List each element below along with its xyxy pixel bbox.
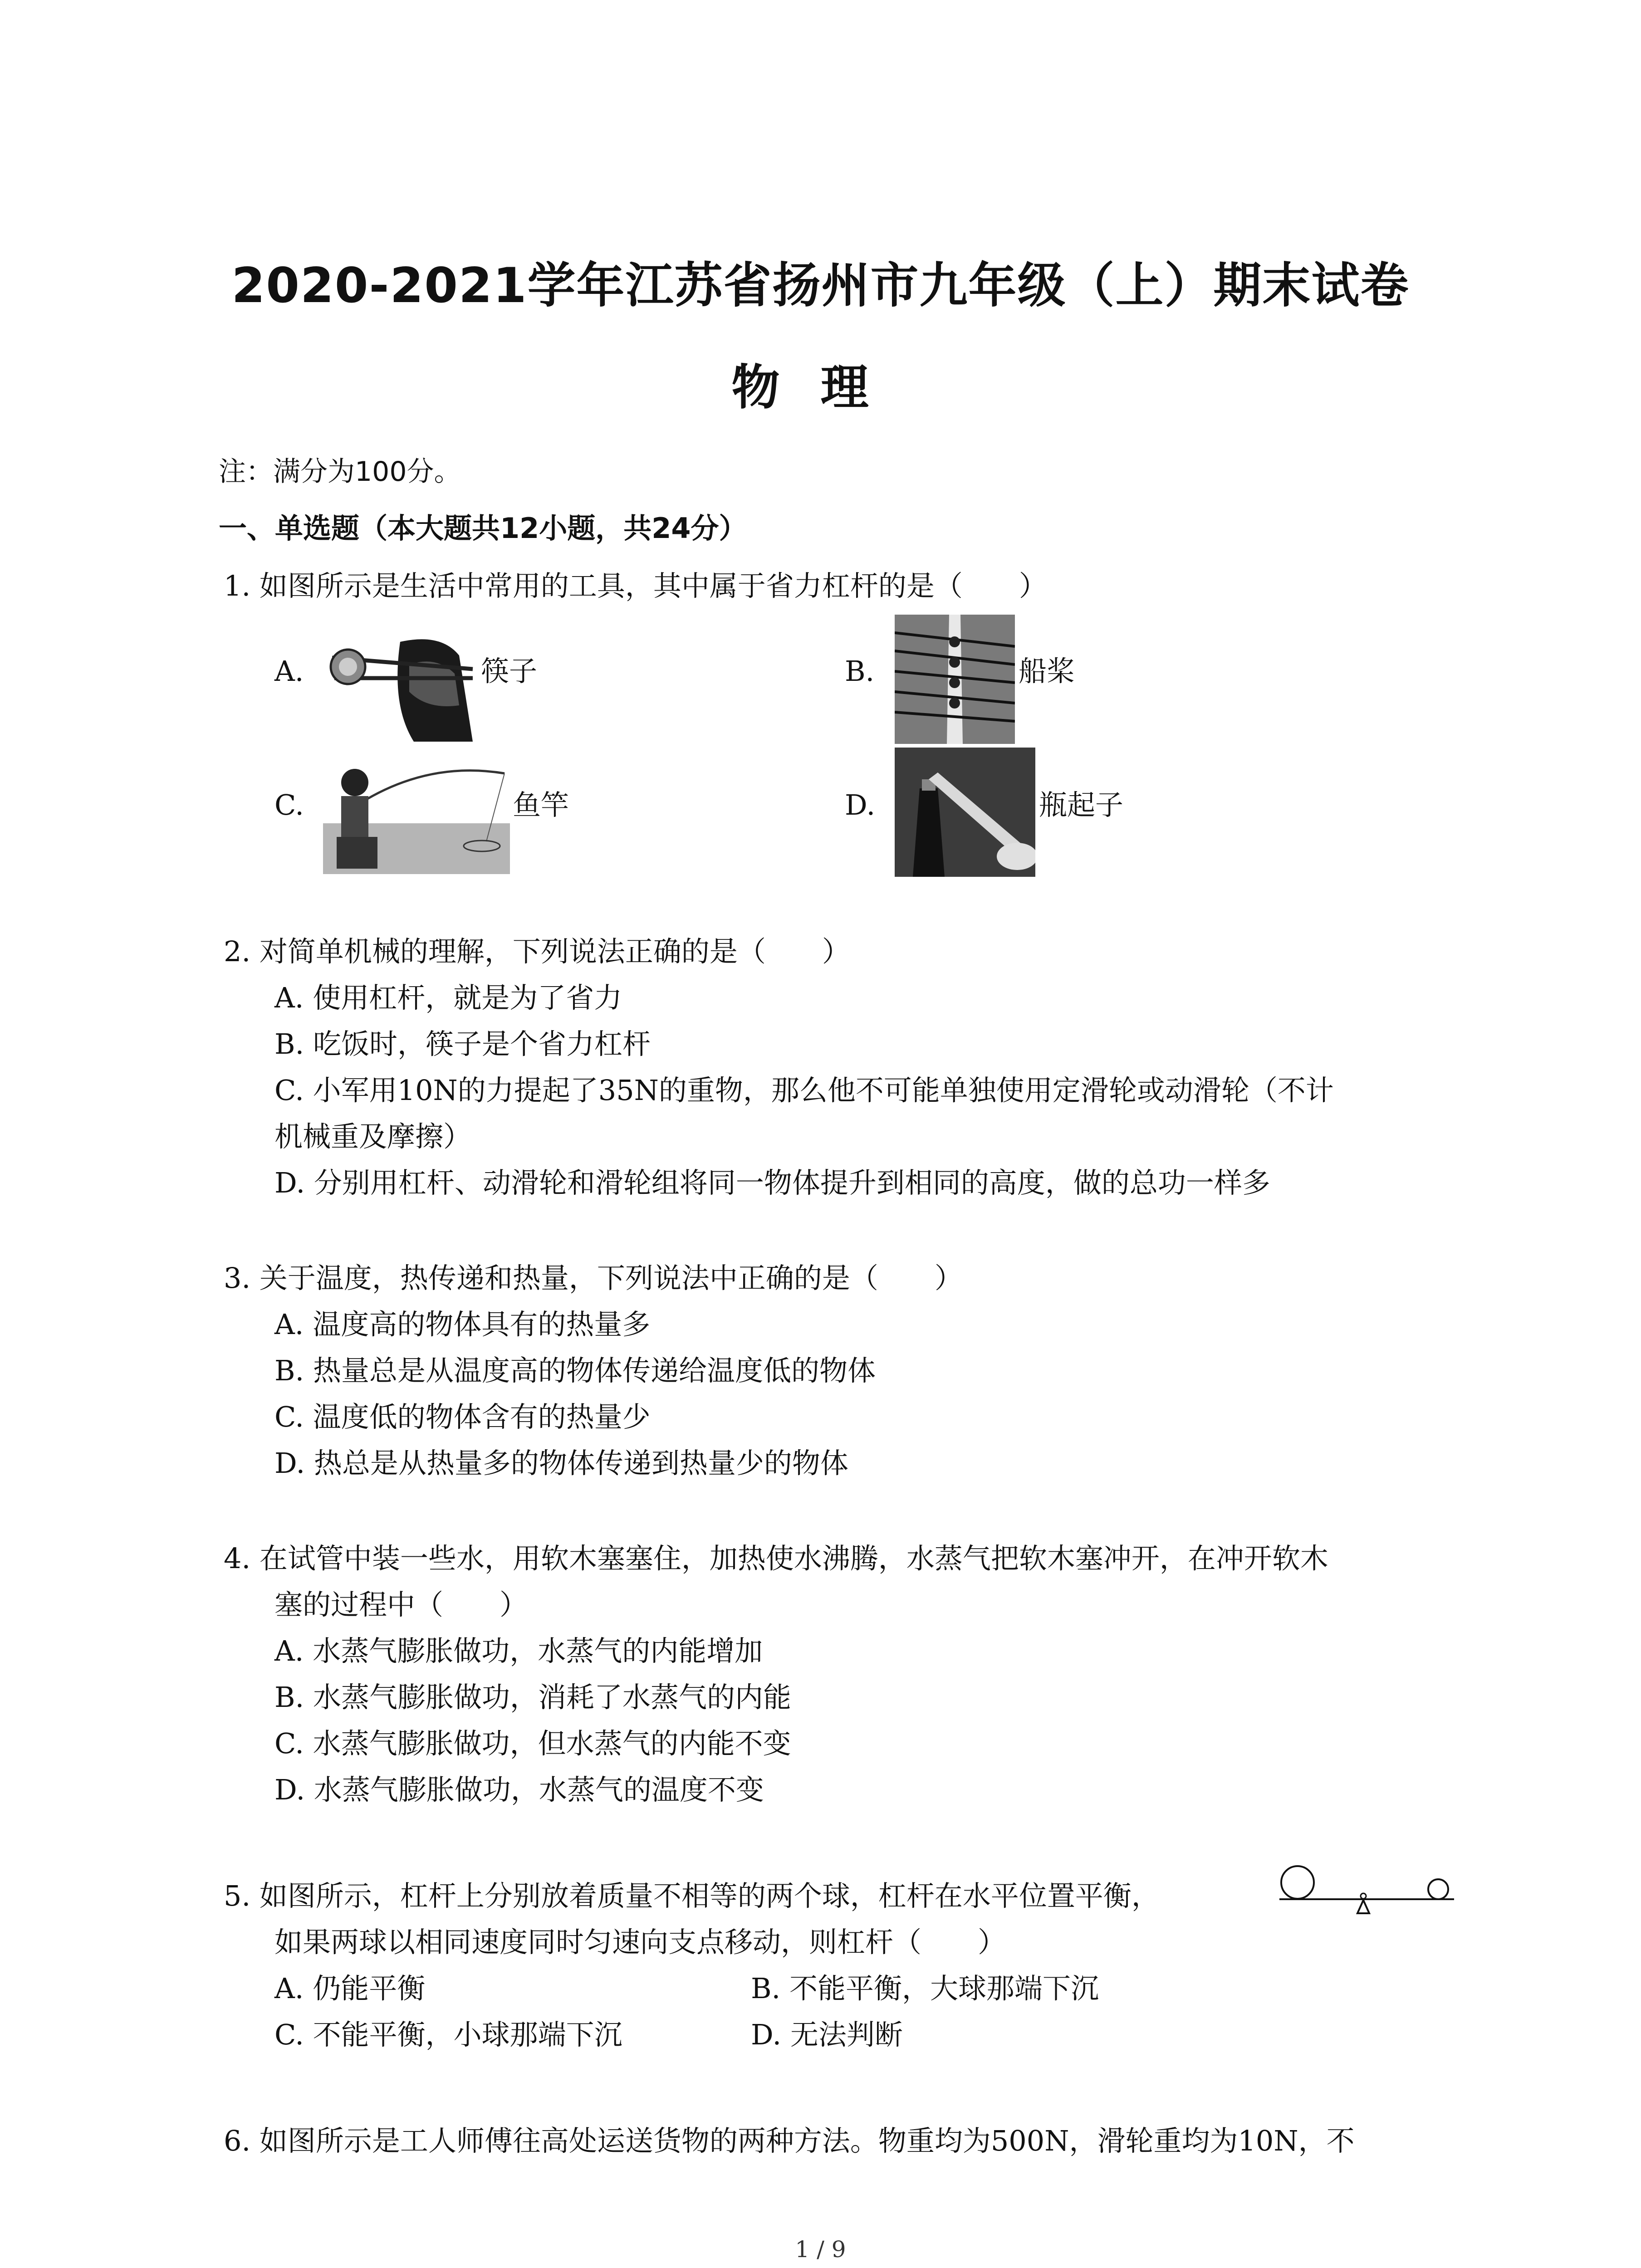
q4-option-a: A. 水蒸气膨胀做功，水蒸气的内能增加 [274,1634,763,1667]
q1-stem: 1. 如图所示是生活中常用的工具，其中属于省力杠杆的是（ ） [224,569,1047,602]
q2-option-c-cont: 机械重及摩擦） [274,1120,472,1153]
q1-option-b-text: 船桨 [1019,655,1075,688]
q5-stem-cont: 如果两球以相同速度同时匀速向支点移动，则杠杆（ ） [274,1926,1006,1959]
q2-stem: 2. 对简单机械的理解，下列说法正确的是（ ） [224,935,850,968]
q2-option-c: C. 小军用10N的力提起了35N的重物，那么他不可能单独使用定滑轮或动滑轮（不计 [274,1074,1334,1107]
lever-balls-diagram [1275,1864,1456,1919]
q1-option-a-text: 筷子 [481,655,538,688]
q3-option-c: C. 温度低的物体含有的热量少 [274,1400,651,1433]
q2-option-b: B. 吃饭时，筷子是个省力杠杆 [274,1027,651,1061]
q4-option-b: B. 水蒸气膨胀做功，消耗了水蒸气的内能 [274,1681,791,1714]
exam-subject: 物理 [731,360,910,415]
q2-option-d: D. 分别用杠杆、动滑轮和滑轮组将同一物体提升到相同的高度，做的总功一样多 [274,1166,1270,1199]
chopsticks-image [323,615,480,742]
q1-option-b-letter: B. [845,655,875,688]
q2-option-a: A. 使用杠杆，就是为了省力 [274,981,622,1014]
q1-option-c-text: 鱼竿 [513,788,569,821]
q5-stem: 5. 如图所示，杠杆上分别放着质量不相等的两个球，杠杆在水平位置平衡， [224,1879,1160,1912]
q1-option-d-letter: D. [845,788,876,821]
q3-option-b: B. 热量总是从温度高的物体传递给温度低的物体 [274,1354,876,1387]
section-heading: 一、单选题（本大题共12小题，共24分） [219,512,747,545]
q3-option-a: A. 温度高的物体具有的热量多 [274,1308,651,1341]
score-note: 注：满分为100分。 [219,456,461,488]
q5-option-a: A. 仍能平衡 [274,1972,426,2005]
q3-option-d: D. 热总是从热量多的物体传递到热量少的物体 [274,1447,848,1480]
q5-option-b: B. 不能平衡，大球那端下沉 [751,1972,1099,2005]
q1-option-d-text: 瓶起子 [1039,788,1124,821]
q4-option-c: C. 水蒸气膨胀做功，但水蒸气的内能不变 [274,1727,791,1760]
q6-stem: 6. 如图所示是工人师傅往高处运送货物的两种方法。物重均为500N，滑轮重均为10N，不 [224,2124,1355,2157]
exam-title: 2020-2021学年江苏省扬州市九年级（上）期末试卷 [231,258,1410,313]
page-number: 1 / 9 [795,2236,846,2263]
q5-option-c: C. 不能平衡，小球那端下沉 [274,2018,622,2051]
fishing-rod-image [323,755,510,874]
q1-option-a-letter: A. [274,655,304,688]
q3-stem: 3. 关于温度，热传递和热量，下列说法中正确的是（ ） [224,1261,963,1295]
q4-stem-cont: 塞的过程中（ ） [274,1588,528,1621]
q4-option-d: D. 水蒸气膨胀做功，水蒸气的温度不变 [274,1773,764,1806]
bottle-opener-image [895,748,1035,877]
q4-stem: 4. 在试管中装一些水，用软木塞塞住，加热使水沸腾，水蒸气把软木塞冲开，在冲开软木 [224,1542,1328,1575]
rowing-oars-image [895,615,1015,744]
q1-option-c-letter: C. [274,788,304,821]
q5-option-d: D. 无法判断 [751,2018,903,2051]
